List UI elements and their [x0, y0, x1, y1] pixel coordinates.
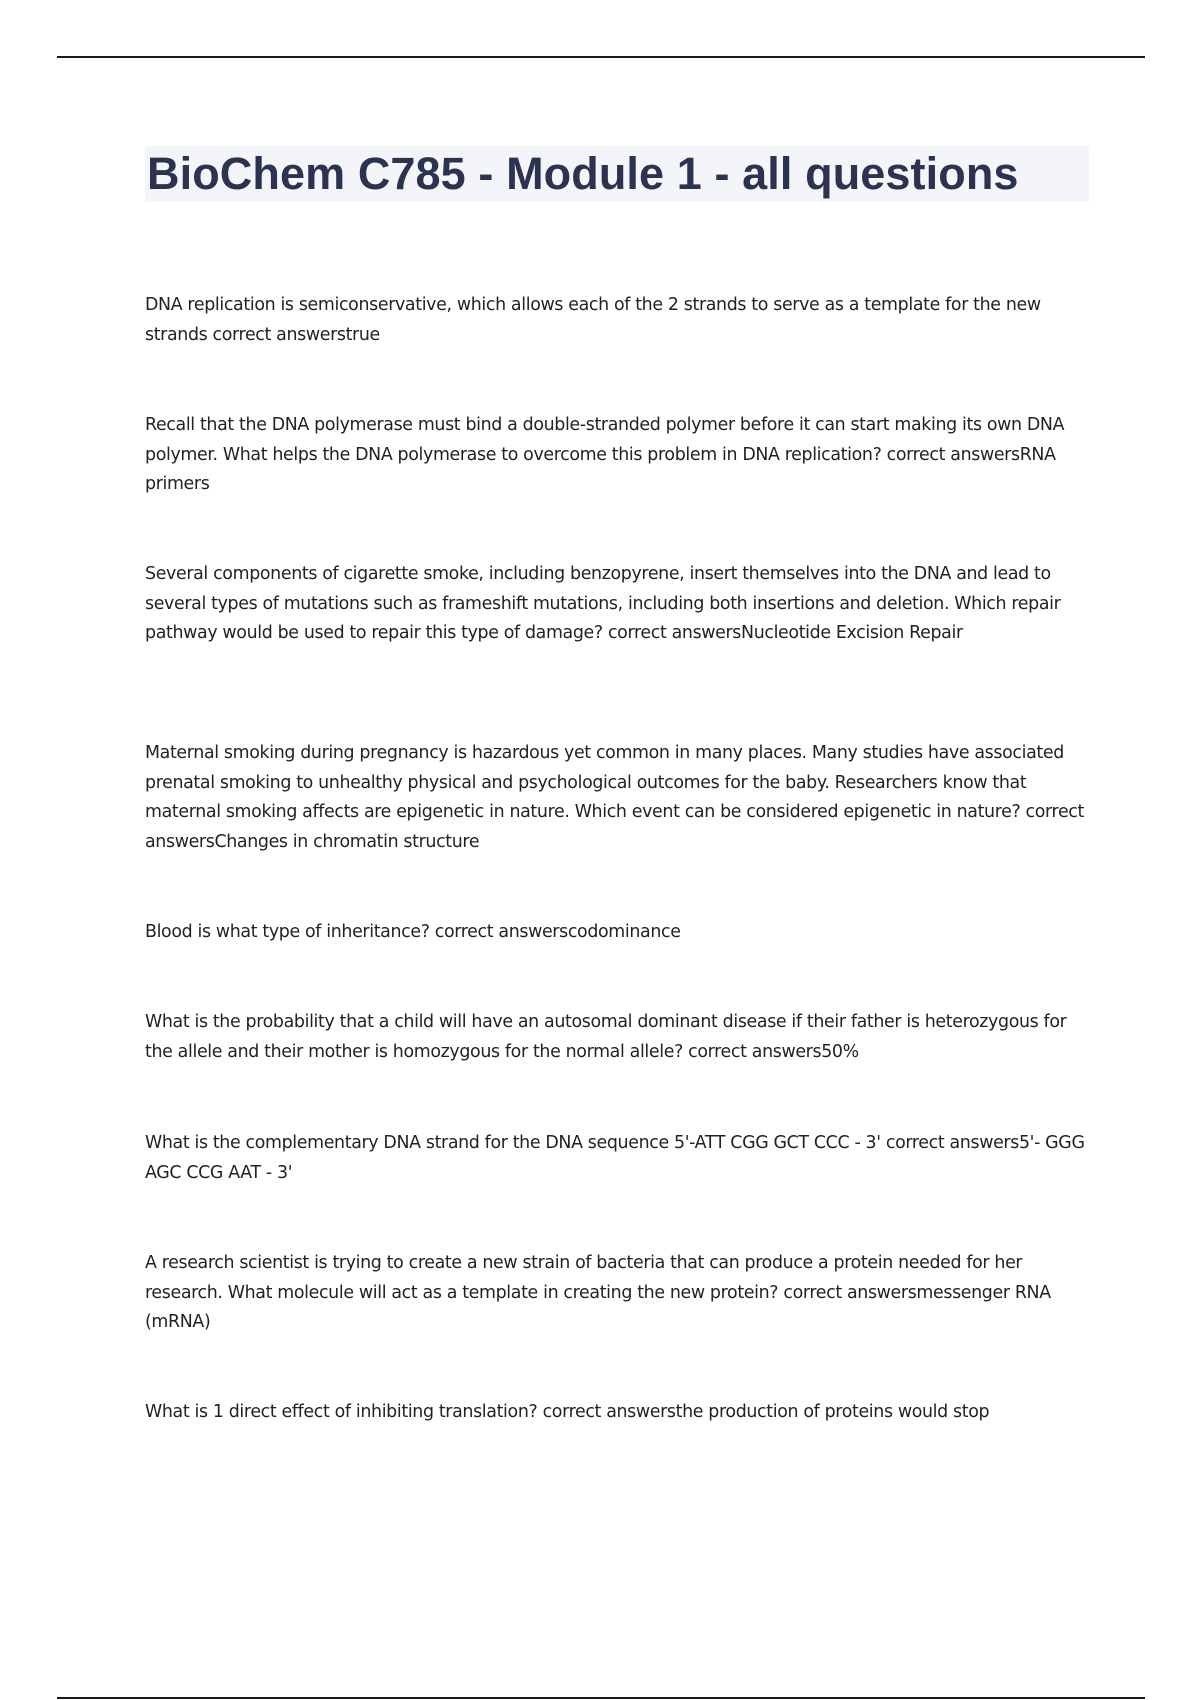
qa-item — [145, 739, 1085, 857]
answer-text: Changes in chromatin structure — [214, 831, 480, 852]
answer-text: Nucleotide Excision Repair — [741, 623, 963, 643]
answer-prefix: correct answers — [537, 1402, 676, 1422]
answer-prefix: correct answers — [778, 1282, 917, 1303]
answer-prefix: correct answers — [880, 1133, 1019, 1153]
question-text: Blood is what type of inheritance? — [145, 922, 430, 942]
question-text: Several components of cigarette smoke, including benzopyrene, insert themselves into the DNA and lead to several types of mutations such as frameshift mutations, including both insertions and deletion. Which repair pathway would be used to repair this type of damage? — [145, 564, 1061, 643]
question-text: What is the probability that a child will have an autosomal dominant disease if their father is heterozygous for the allele and their mother is homozygous for the normal allele? — [145, 1012, 1067, 1062]
qa-item — [145, 1249, 1085, 1338]
top-rule — [57, 56, 1145, 58]
question-text: Maternal smoking during pregnancy is hazardous yet common in many places. Many studies have associated prenatal smoking to unhealthy physical and psychological outcomes for the baby. Researchers know that maternal smoking affects are epigenetic in nature. Which event can be considered epigenetic in nature? — [145, 743, 1064, 822]
question-text: Recall that the DNA polymerase must bind a double-stranded polymer before it can start making its own DNA polymer. What helps the DNA polymerase to overcome this problem in DNA replication? — [145, 415, 1065, 465]
qa-item — [145, 291, 1085, 350]
answer-text: true — [345, 324, 380, 345]
question-text: What is 1 direct effect of inhibiting translation? — [145, 1402, 538, 1422]
bottom-rule — [57, 1697, 1145, 1699]
answer-prefix: correct answers — [145, 802, 1084, 852]
answer-text: 50% — [821, 1041, 859, 1062]
answer-prefix: correct answers — [881, 444, 1020, 465]
answer-prefix: correct answers — [429, 922, 568, 942]
question-text: DNA replication is semiconservative, which allows each of the 2 strands to serve as a template for the new strands — [145, 295, 1041, 345]
qa-item — [145, 1129, 1085, 1188]
answer-prefix: correct answers — [207, 324, 346, 345]
answer-text: the production of proteins would stop — [675, 1402, 990, 1422]
qa-item — [145, 1008, 1085, 1067]
answer-text: messenger RNA (mRNA) — [145, 1282, 1051, 1332]
answer-prefix: correct answers — [682, 1041, 822, 1062]
answer-text: 5'- GGG AGC CCG AAT - 3' — [145, 1133, 1085, 1183]
qa-item — [145, 411, 1085, 500]
qa-item — [145, 918, 1085, 948]
answer-text: codominance — [567, 922, 681, 942]
answer-text: RNA primers — [145, 444, 1056, 494]
qa-item — [145, 1398, 1085, 1428]
title-block — [145, 146, 1089, 202]
qa-item — [145, 560, 1085, 649]
question-text: A research scientist is trying to create a new strain of bacteria that can produce a protein needed for her research. What molecule will act as a template in creating the new protein? — [145, 1253, 1023, 1303]
answer-prefix: correct answers — [602, 623, 742, 643]
question-text: What is the complementary DNA strand for the DNA sequence 5'-ATT CGG GCT CCC - 3' — [145, 1133, 881, 1153]
page-title: BioChem C785 - Module 1 - all questions — [147, 148, 1019, 199]
